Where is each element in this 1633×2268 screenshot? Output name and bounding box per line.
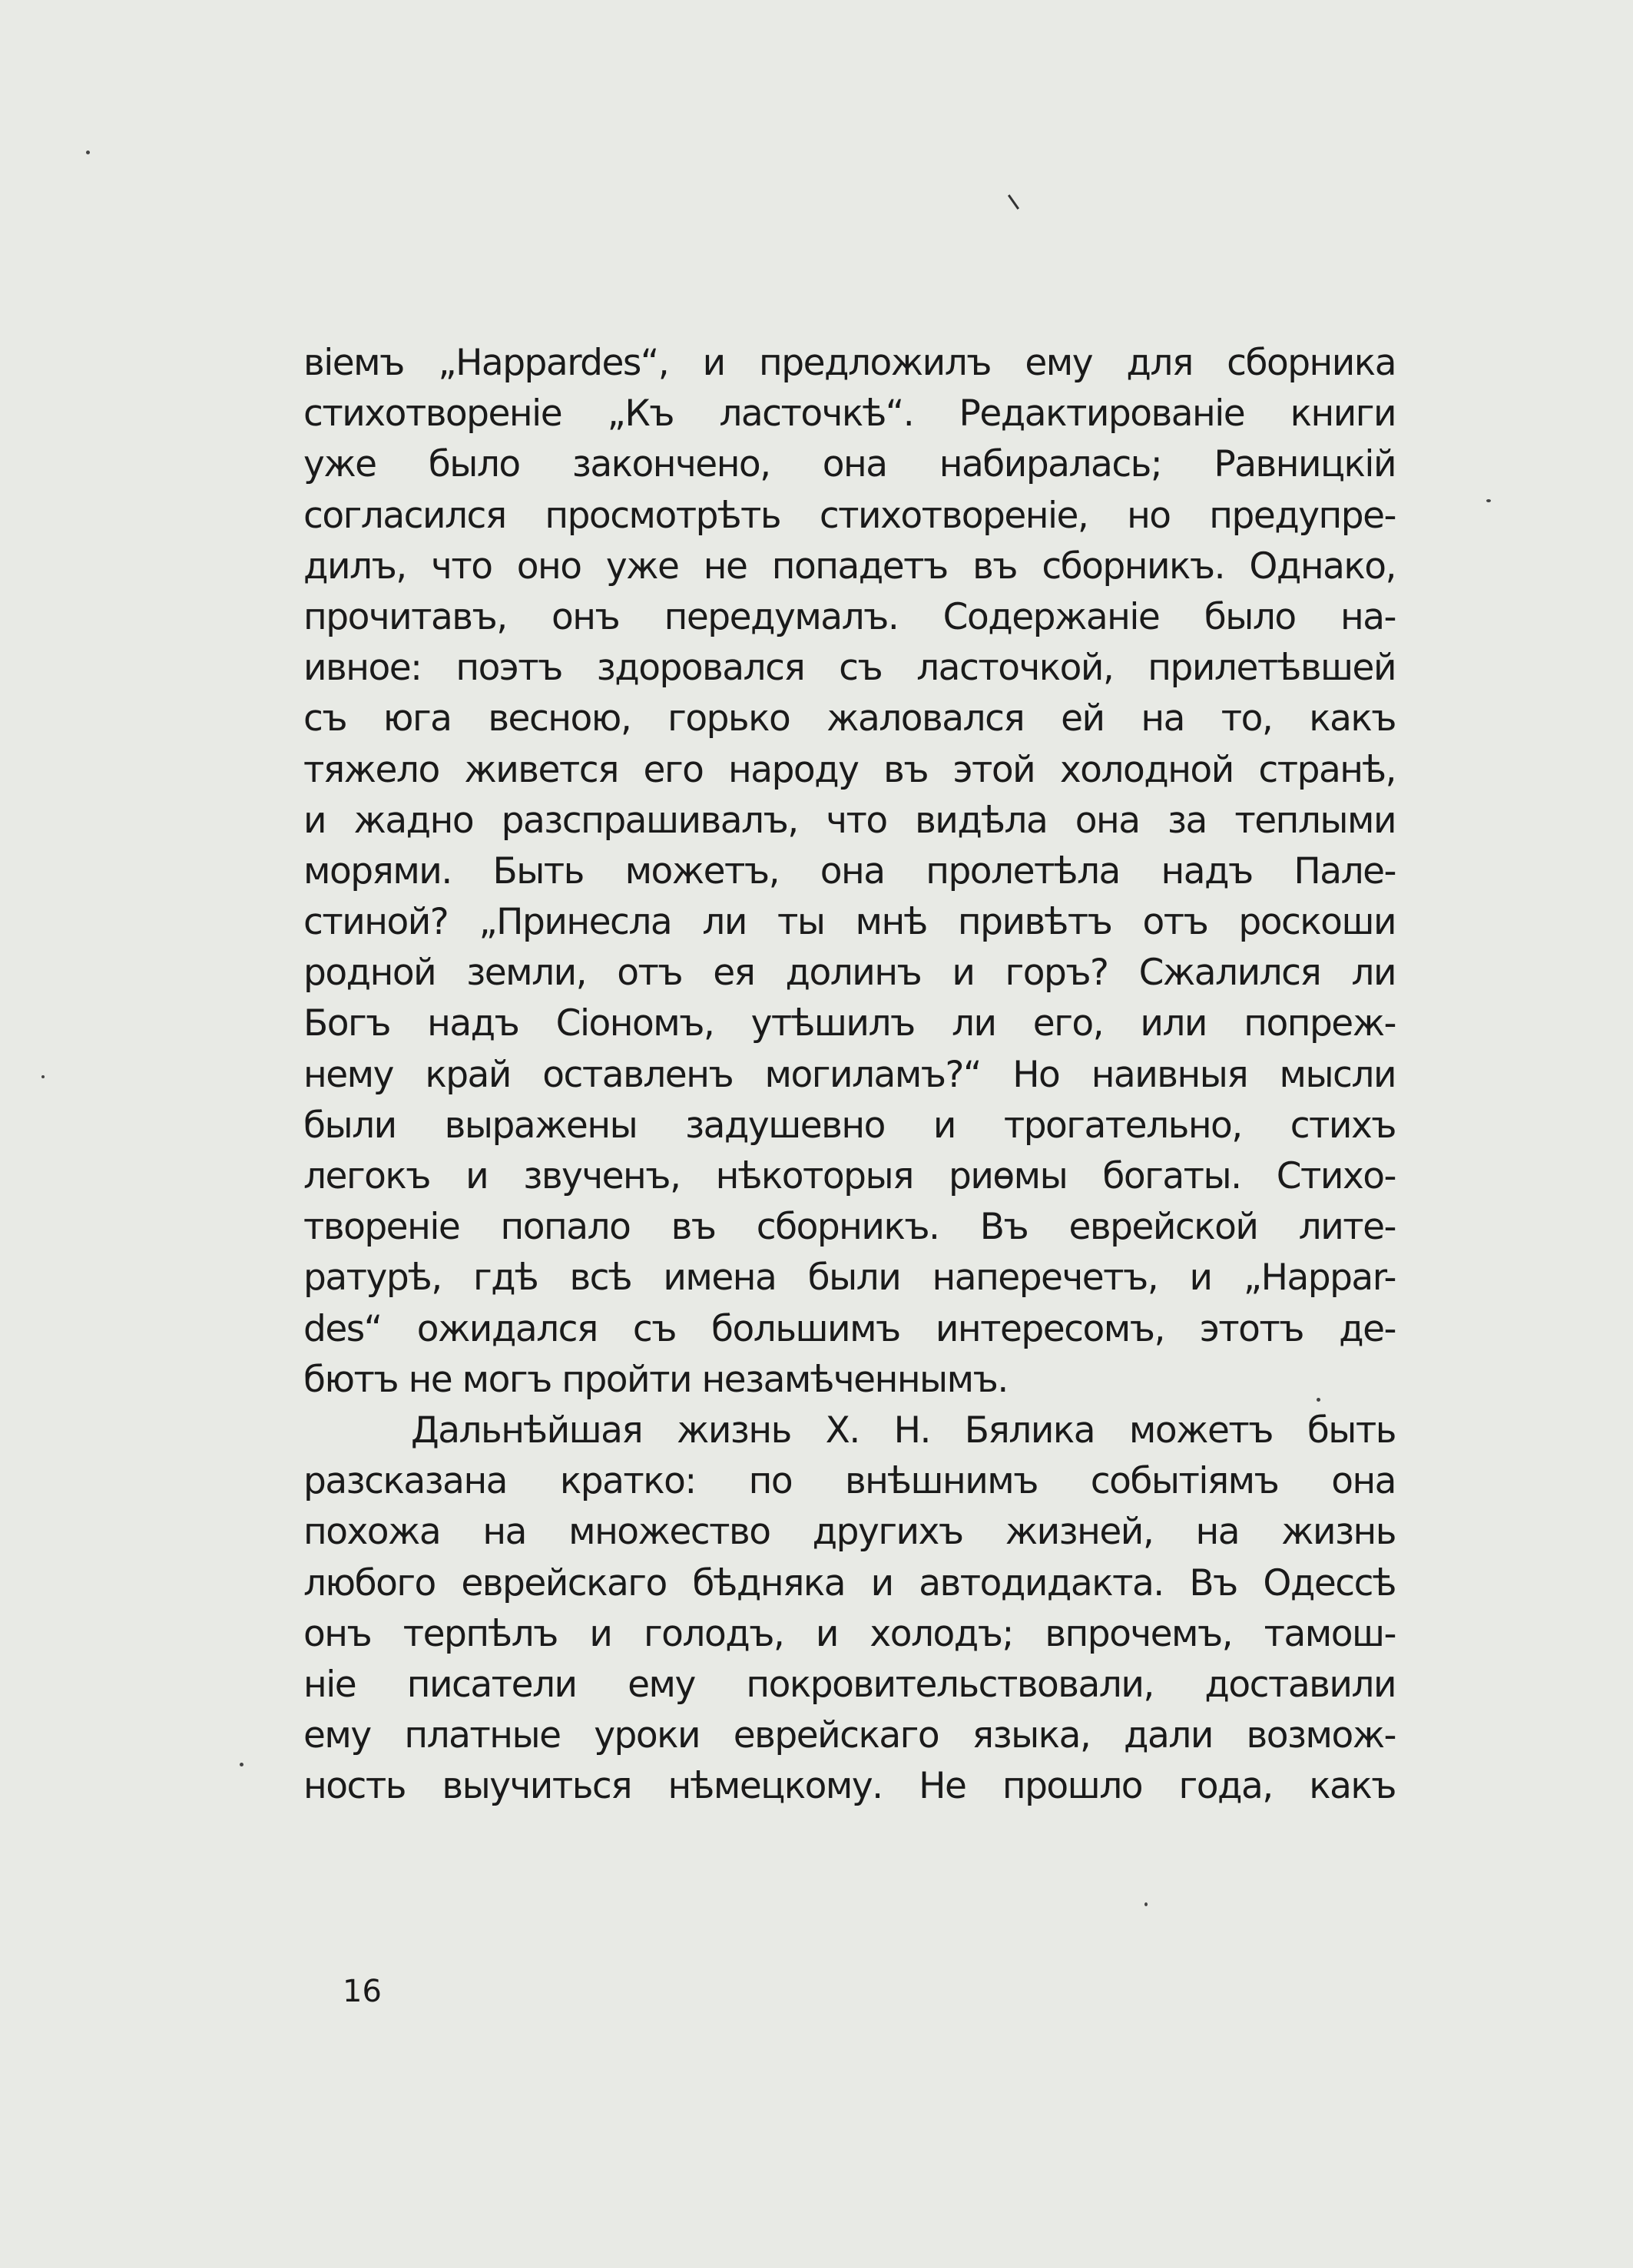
text-line: морями. Быть можетъ, она пролетѣла надъ Пале- xyxy=(303,849,1396,892)
text-line: стиной? „Принесла ли ты мнѣ привѣтъ отъ роскоши xyxy=(303,901,1396,944)
text-line: похожа на множество другихъ жизней, на жизнь xyxy=(303,1511,1396,1554)
text-line: уже было закончено, она набиралась; Равницкій xyxy=(303,443,1396,486)
scan-speck xyxy=(1486,499,1491,502)
text-line: ніе писатели ему покровительствовали, доставили xyxy=(303,1663,1396,1706)
scan-speck xyxy=(1144,1902,1148,1906)
text-line: легокъ и звученъ, нѣкоторыя риѳмы богаты. Стихо- xyxy=(303,1155,1396,1197)
text-line: Дальнѣйшая жизнь Х. Н. Бялика можетъ быть xyxy=(411,1409,1396,1452)
text-line: ему платные уроки еврейскаго языка, дали возмож- xyxy=(303,1714,1396,1757)
text-line: согласился просмотрѣть стихотвореніе, но предупре- xyxy=(303,494,1396,537)
text-line: тяжело живется его народу въ этой холодной странѣ, xyxy=(303,748,1396,791)
scan-speck xyxy=(86,151,90,154)
scan-speck xyxy=(240,1763,243,1766)
scan-mark xyxy=(1008,194,1019,210)
text-line: любого еврейскаго бѣдняка и автодидакта. Въ Одессѣ xyxy=(303,1561,1396,1604)
text-line: бютъ не могъ пройти незамѣченнымъ. xyxy=(303,1358,1008,1401)
text-line: дилъ, что оно уже не попадетъ въ сборникъ. Однако, xyxy=(303,545,1396,588)
text-line: были выражены задушевно и трогательно, стихъ xyxy=(303,1104,1396,1147)
text-line: ратурѣ, гдѣ всѣ имена были наперечетъ, и „Happar- xyxy=(303,1257,1396,1300)
text-line: стихотвореніе „Къ ласточкѣ“. Редактированіе книги xyxy=(303,392,1396,435)
text-line: твореніе попало въ сборникъ. Въ еврейской лите- xyxy=(303,1206,1396,1249)
page-body-text xyxy=(303,338,1396,1812)
paragraph xyxy=(303,1405,1396,1813)
text-line: прочитавъ, онъ передумалъ. Содержаніе было на- xyxy=(303,595,1396,638)
paragraph xyxy=(303,338,1396,1405)
text-line: съ юга весною, горько жаловался ей на то, какъ xyxy=(303,697,1396,740)
text-line: родной земли, отъ ея долинъ и горъ? Сжалился ли xyxy=(303,952,1396,995)
scan-speck xyxy=(1317,1398,1320,1402)
text-line: ивное: поэтъ здоровался съ ласточкой, прилетѣвшей xyxy=(303,647,1396,690)
text-line: разсказана кратко: по внѣшнимъ событіямъ она xyxy=(303,1460,1396,1503)
scan-speck xyxy=(41,1075,45,1078)
text-line: Богъ надъ Сіономъ, утѣшилъ ли его, или попреж- xyxy=(303,1002,1396,1045)
text-line: нему край оставленъ могиламъ?“ Но наивныя мысли xyxy=(303,1053,1396,1096)
text-line: ность выучиться нѣмецкому. Не прошло года, какъ xyxy=(303,1765,1396,1808)
text-line: и жадно разспрашивалъ, что видѣла она за теплыми xyxy=(303,799,1396,842)
text-line: віемъ „Happardes“, и предложилъ ему для сборника xyxy=(303,342,1396,384)
text-line: des“ ожидался съ большимъ интересомъ, этотъ де- xyxy=(303,1307,1396,1350)
text-line: онъ терпѣлъ и голодъ, и холодъ; впрочемъ, тамош- xyxy=(303,1612,1396,1655)
page-number: 16 xyxy=(343,1974,382,2009)
